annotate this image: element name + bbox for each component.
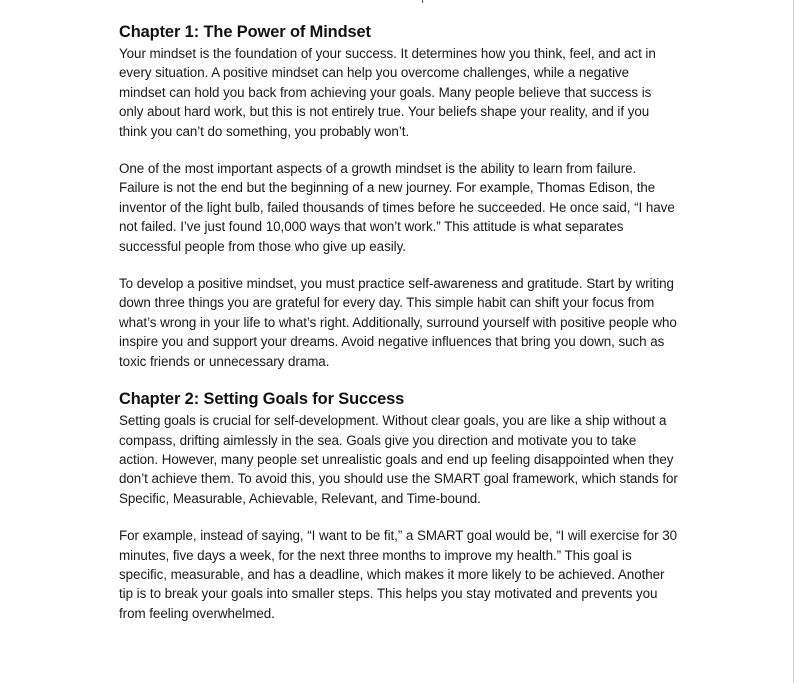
chapter-1-title: Chapter 1: The Power of Mindset <box>119 23 371 41</box>
chapter-1 <box>119 22 679 371</box>
chapter-2-paragraph-2: For example, instead of saying, “I want to be fit,” a SMART goal would be, “I will exercise for 30 minutes, five days a week, for the next three months to improve my health.” This goal is specific, measurable, and has a deadline, which makes it more likely to be achieved. Another tip is to break your goals into smaller steps. This helps you stay motivated and prevents you from feeling overwhelmed. <box>119 528 678 621</box>
chapter-1-paragraph-2: One of the most important aspects of a growth mindset is the ability to learn from failure. Failure is not the end but the beginning of a new journey. For example, Thomas Edison, the inventor of the light bulb, failed thousands of times before he succeeded. He once said, “I have not failed. I’ve just found 10,000 ways that won’t work.” This attitude is what separates successful people from those who give up easily. <box>119 161 675 254</box>
text-cursor <box>422 0 423 3</box>
chapter-2-title: Chapter 2: Setting Goals for Success <box>119 390 405 409</box>
chapter-2 <box>119 389 679 623</box>
chapter-2-paragraph-1: Setting goals is crucial for self-development. Without clear goals, you are like a ship without a compass, drifting aimlessly in the sea. Goals give you direction and motivate you to take action. However, many people set unrealistic goals and end up feeling disappointed when they don’t achieve them. To avoid this, you should use the SMART goal framework, which stands for Specific, Measurable, Achievable, Relevant, and Time-bound. <box>119 413 678 506</box>
document-body[interactable] <box>119 22 679 641</box>
chapter-1-paragraph-3: To develop a positive mindset, you must practice self-awareness and gratitude. Start by writing down three things you are grateful for every day. This simple habit can shift your focus from what’s wrong in your life to what’s right. Additionally, surround yourself with positive people who inspire you and support your dreams. Avoid negative influences that bring you down, such as toxic friends or unnecessary drama. <box>119 276 677 369</box>
chapter-1-paragraph-1: Your mindset is the foundation of your success. It determines how you think, feel, and act in every situation. A positive mindset can help you overcome challenges, while a negative mindset can hold you back from achieving your goals. Many people believe that success is only about hard work, but this is not entirely true. Your beliefs shape your reality, and if you think you can’t do something, you probably won’t. <box>119 46 656 139</box>
